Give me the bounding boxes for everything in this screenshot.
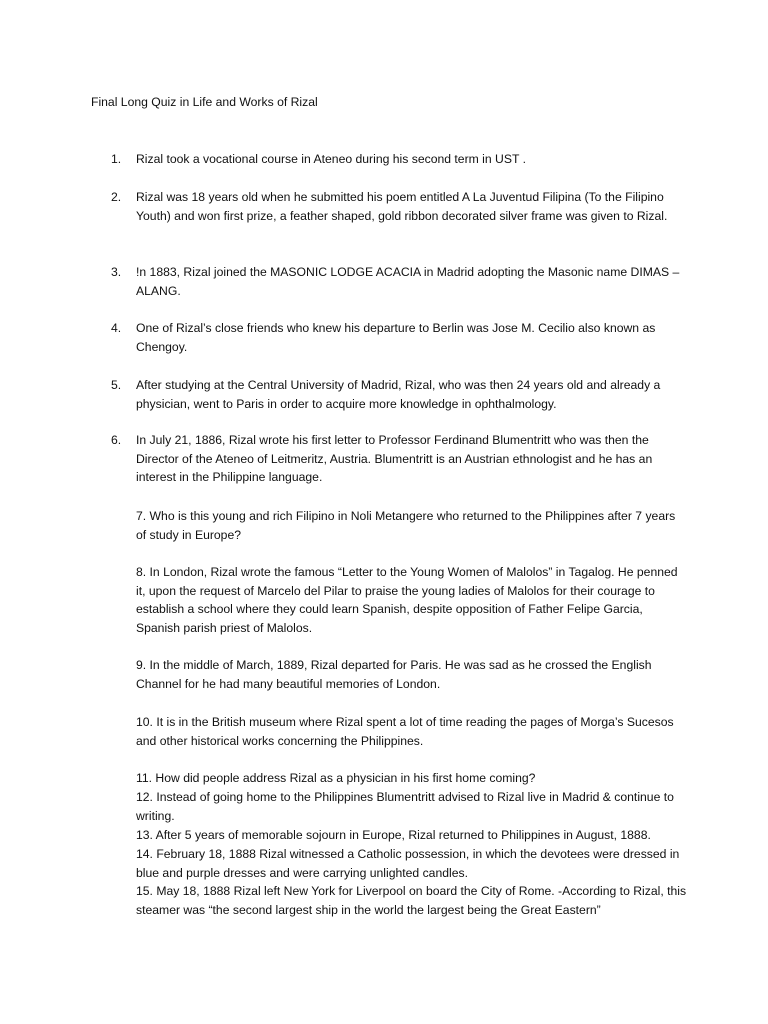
quiz-item-6: In July 21, 1886, Rizal wrote his first letter to Professor Ferdinand Blumentritt who was then the Director of the Ateneo of Leitmeritz, Austria. Blumentritt is an Austrian ethnologist and he has an interest in the Philippine language. (136, 433, 653, 485)
quiz-item-3: !n 1883, Rizal joined the MASONIC LODGE ACACIA in Madrid adopting the Masonic name DIMAS – ALANG. (136, 265, 680, 298)
item-number: 3. (111, 265, 122, 279)
quiz-item-13: 13. After 5 years of memorable sojourn in Europe, Rizal returned to Philippines in August, 1888. (136, 828, 651, 842)
quiz-item-10: 10. It is in the British museum where Rizal spent a lot of time reading the pages of Morga’s Sucesos and other historical works concerning the Philippines. (136, 715, 674, 748)
quiz-item-9: 9. In the middle of March, 1889, Rizal departed for Paris. He was sad as he crossed the English Channel for he had many beautiful memories of London. (136, 658, 652, 691)
quiz-item-11: 11. How did people address Rizal as a physician in his first home coming? (136, 771, 536, 785)
item-number: 4. (111, 321, 122, 335)
quiz-item-14: 14. February 18, 1888 Rizal witnessed a Catholic possession, in which the devotees were dressed in blue and purple dresses and were carrying unlighted candles. (136, 847, 680, 880)
quiz-item-15: 15. May 18, 1888 Rizal left New York for Liverpool on board the City of Rome. -According to Rizal, this steamer was “the second largest ship in the world the largest being the Great Eastern” (136, 884, 687, 917)
quiz-item-12: 12. Instead of going home to the Philippines Blumentritt advised to Rizal live in Madrid & continue to writing. (136, 790, 674, 823)
quiz-item-5: After studying at the Central University of Madrid, Rizal, who was then 24 years old and already a physician, went to Paris in order to acquire more knowledge in ophthalmology. (136, 378, 661, 411)
item-number: 2. (111, 190, 122, 204)
quiz-item-8: 8. In London, Rizal wrote the famous “Letter to the Young Women of Malolos” in Tagalog. He penned it, upon the request of Marcelo del Pilar to praise the young ladies of Malolos for their courage to establish a school where they could learn Spanish, despite opposition of Father Felipe Garcia, Spanish parish priest of Malolos. (136, 565, 678, 635)
item-number: 6. (111, 433, 122, 447)
quiz-item-4: One of Rizal’s close friends who knew his departure to Berlin was Jose M. Cecilio also known as Chengoy. (136, 321, 656, 354)
item-number: 5. (111, 378, 122, 392)
quiz-item-2: Rizal was 18 years old when he submitted his poem entitled A La Juventud Filipina (To the Filipino Youth) and won first prize, a feather shaped, gold ribbon decorated silver frame was given to Rizal. (136, 190, 668, 223)
quiz-item-1: Rizal took a vocational course in Ateneo during his second term in UST . (136, 152, 526, 166)
item-number: 1. (111, 152, 122, 166)
quiz-title: Final Long Quiz in Life and Works of Rizal (91, 95, 318, 109)
quiz-item-7: 7. Who is this young and rich Filipino in Noli Metangere who returned to the Philippines after 7 years of study in Europe? (136, 509, 676, 542)
